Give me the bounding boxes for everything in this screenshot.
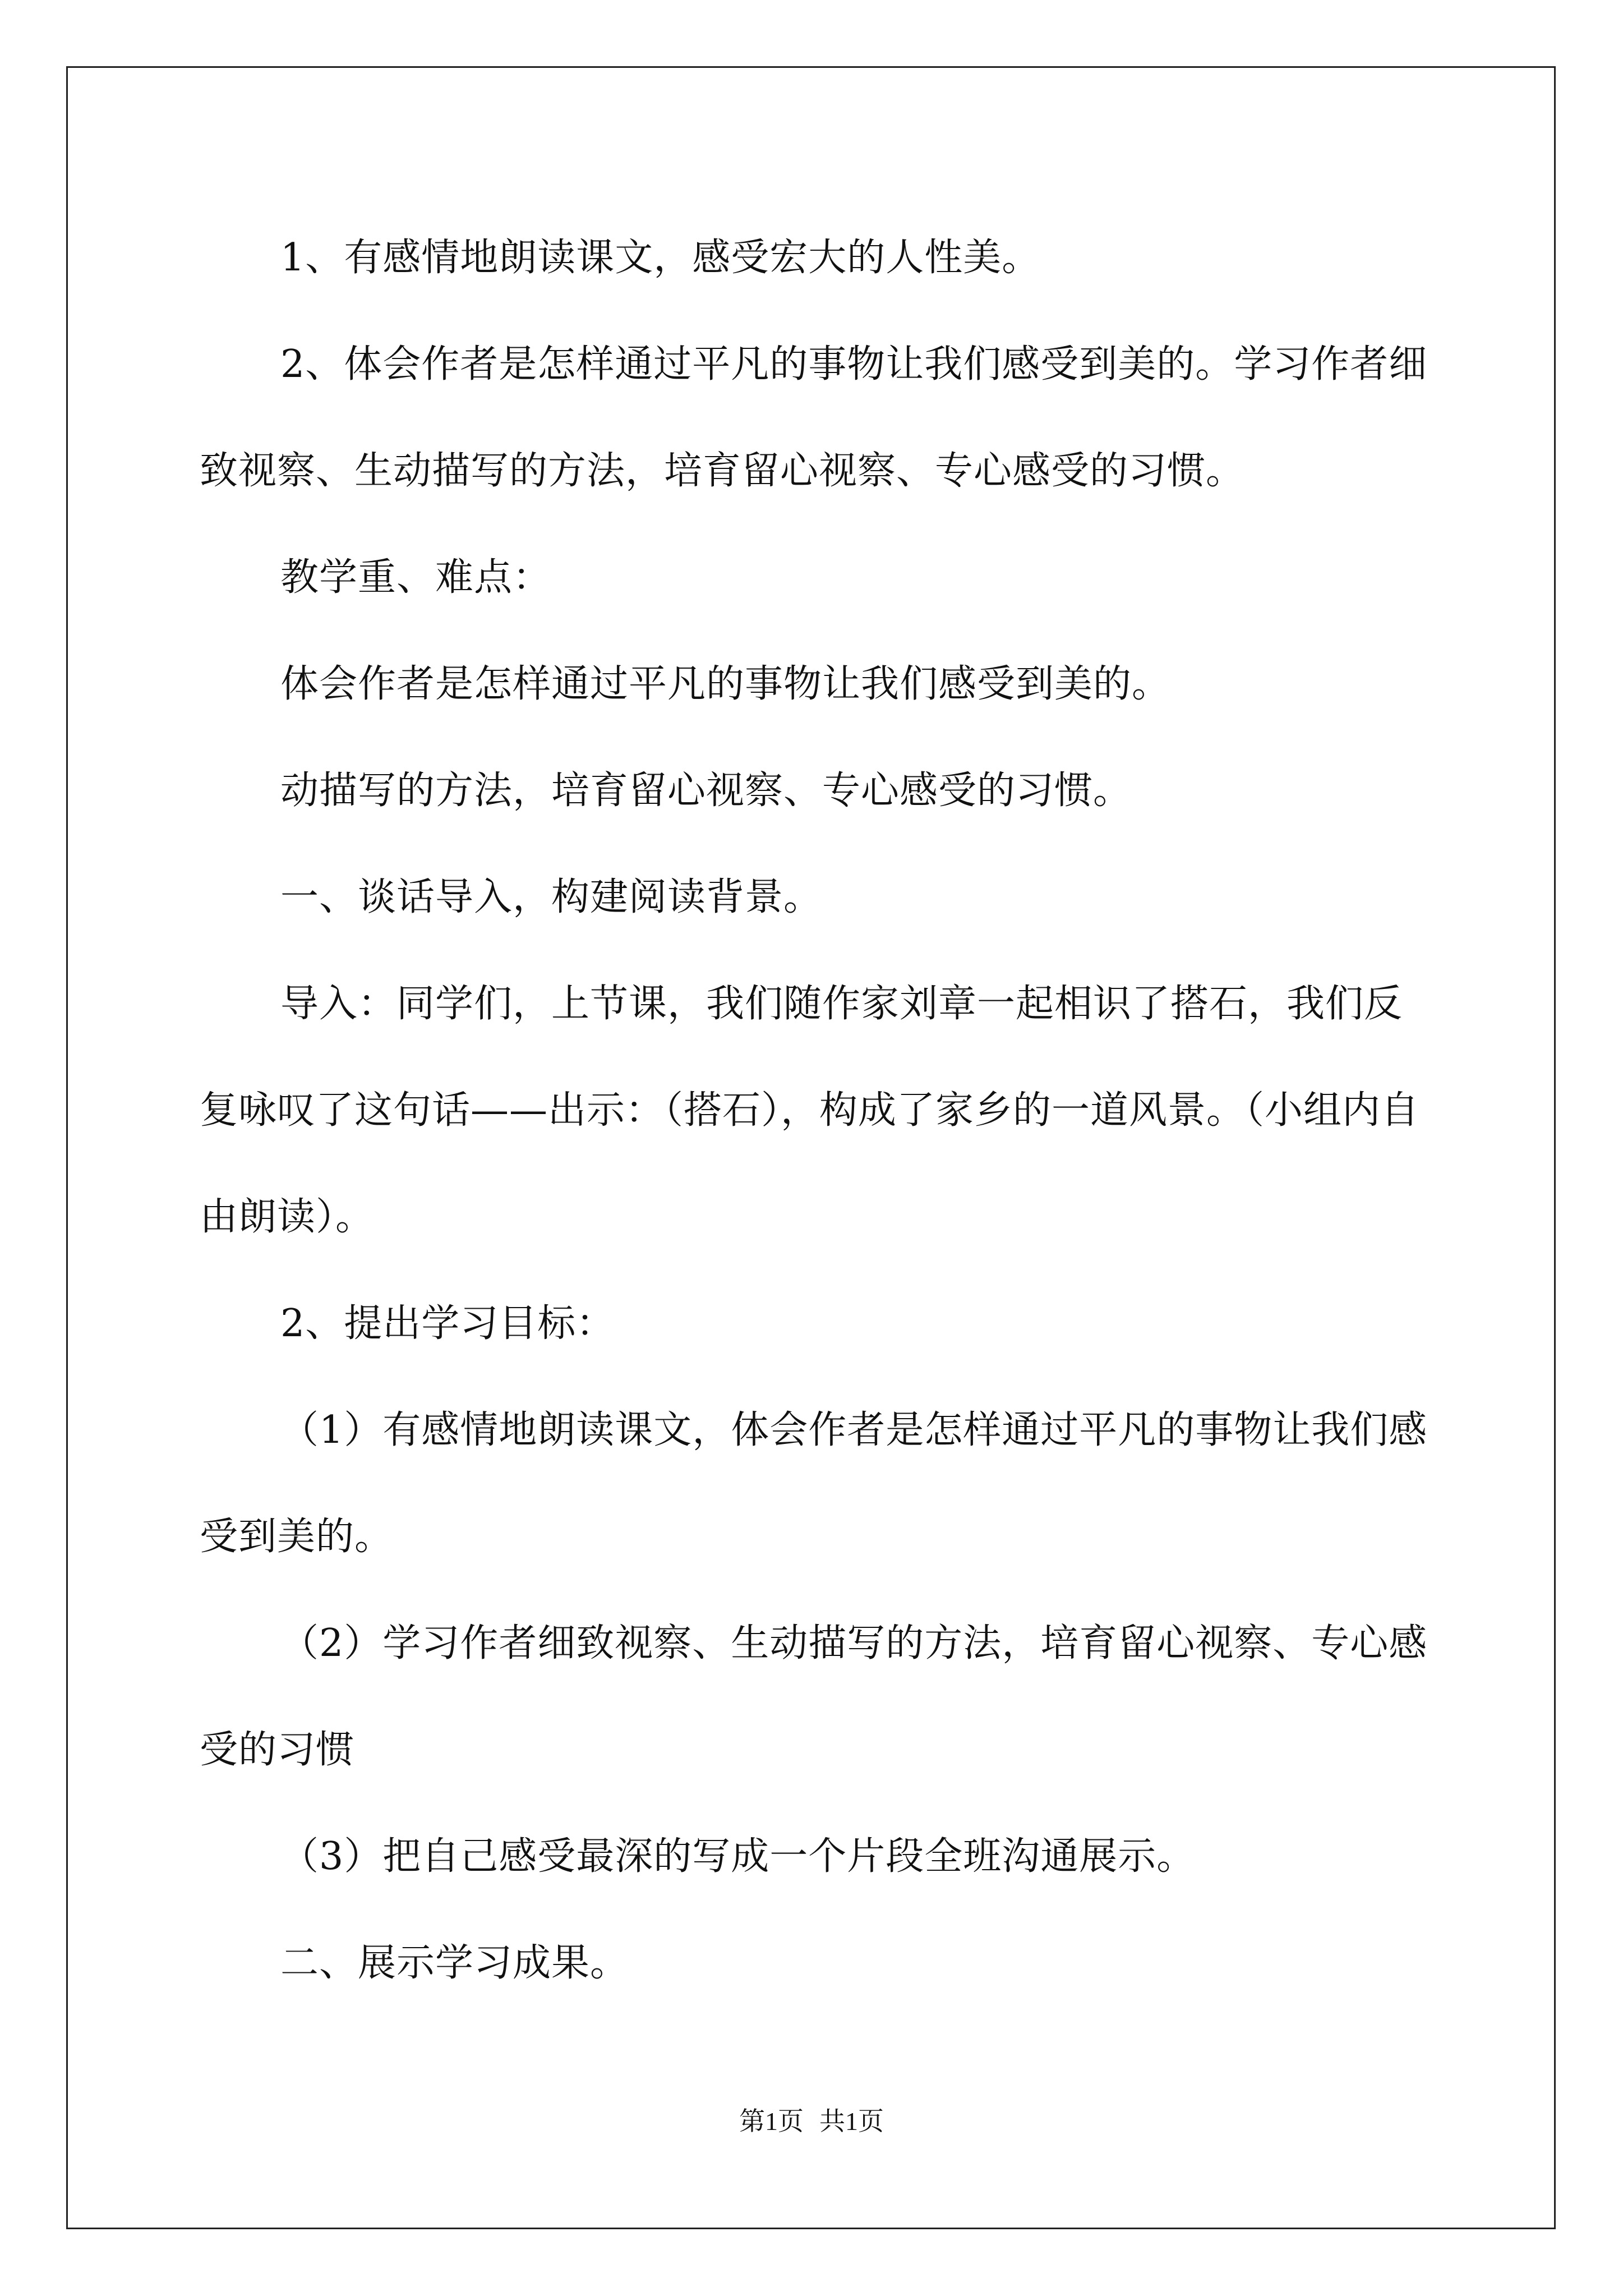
paragraph-key-points-heading: 教学重、难点：: [280, 555, 552, 600]
total-page-count: 共1页: [819, 2107, 884, 2136]
paragraph-goals-heading: 2、提出学习目标：: [280, 1301, 615, 1346]
paragraph-section-two-heading: 二、展示学习成果。: [280, 1941, 629, 1985]
paragraph-goal-3: （3）把自己感受最深的写成一个片段全班沟通展示。: [280, 1834, 1196, 1879]
paragraph-goal-2: （2）学习作者细致视察、生动描写的方法，培育留心视察、专心感受的习惯: [200, 1621, 1428, 1772]
paragraph-introduction: 导入：同学们，上节课，我们随作家刘章一起相识了搭石，我们反复咏叹了这句话——出示：（搭石），构成了家乡的一道风景。（小组内自由朗读）。: [200, 982, 1420, 1239]
paragraph-goal-1: （1）有感情地朗读课文，体会作者是怎样通过平凡的事物让我们感受到美的。: [200, 1408, 1428, 1559]
page-footer: [0, 2101, 1623, 2138]
paragraph-key-point: 体会作者是怎样通过平凡的事物让我们感受到美的。: [280, 662, 1171, 706]
current-page-number: 第1页: [739, 2107, 804, 2136]
paragraph-difficulty: 动描写的方法，培育留心视察、专心感受的习惯。: [280, 769, 1132, 813]
paragraph-objective-1: 1、有感情地朗读课文，感受宏大的人性美。: [280, 236, 1041, 280]
paragraph-objective-2: 2、体会作者是怎样通过平凡的事物让我们感受到美的。学习作者细致视察、生动描写的方法，培育留心视察、专心感受的习惯。: [200, 342, 1428, 493]
paragraph-section-one-heading: 一、谈话导入，构建阅读背景。: [280, 875, 823, 919]
